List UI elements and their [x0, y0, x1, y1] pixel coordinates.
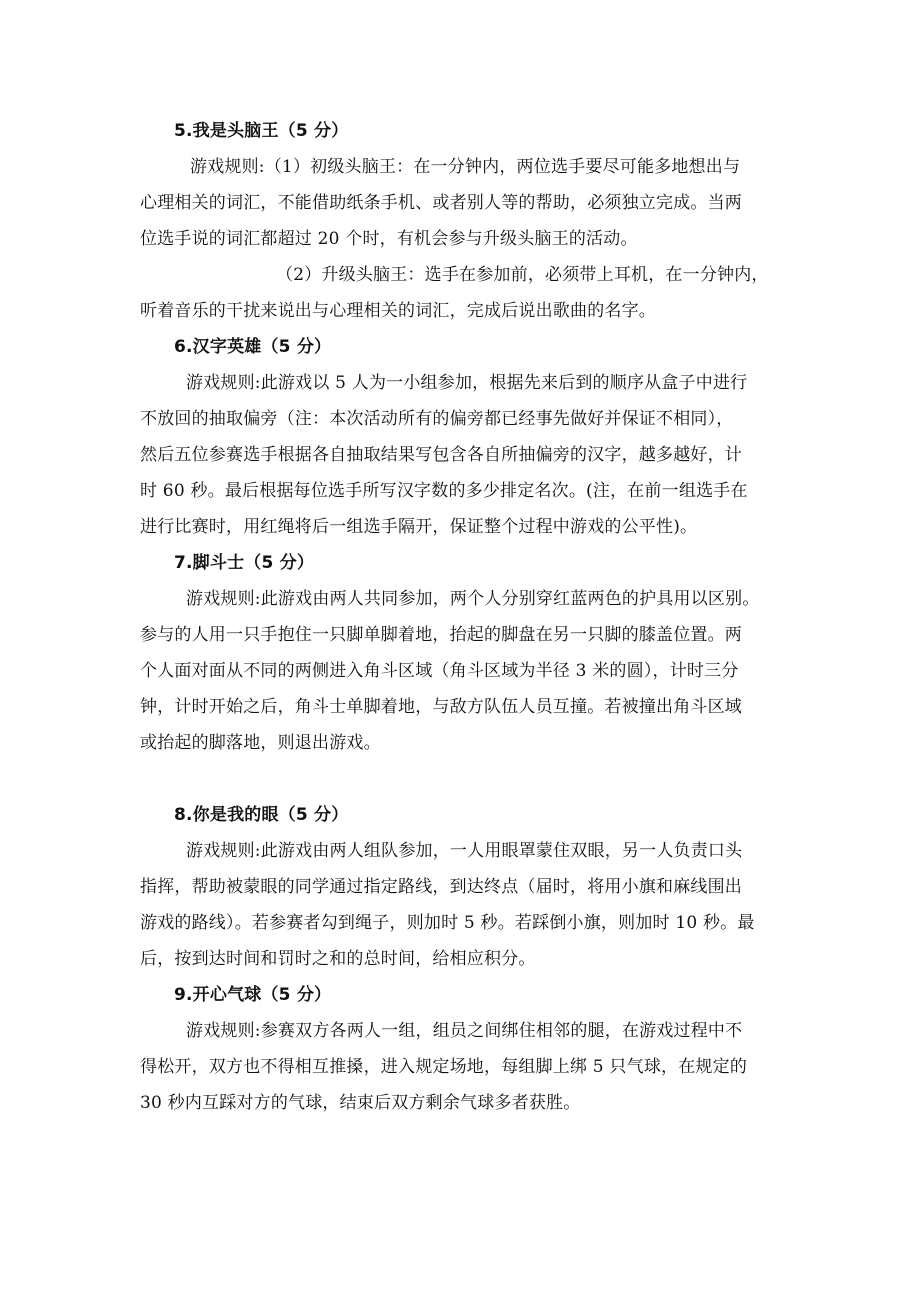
- section-9-heading: 9.开心气球（5 分）: [174, 985, 332, 1005]
- section-7-line-4: 钟，计时开始之后，角斗士单脚着地，与敌方队伍人员互撞。若被撞出角斗区域: [140, 697, 742, 717]
- section-5-line-2: 心理相关的词汇，不能借助纸条手机、或者别人等的帮助，必须独立完成。当两: [140, 193, 742, 213]
- section-6-line-2: 不放回的抽取偏旁（注：本次活动所有的偏旁都已经事先做好并保证不相同），: [140, 409, 734, 429]
- section-5-line-5: 听着音乐的干扰来说出与心理相关的词汇，完成后说出歌曲的名字。: [140, 301, 656, 321]
- section-7-line-2: 参与的人用一只手抱住一只脚单脚着地，抬起的脚盘在另一只脚的膝盖位置。两: [140, 625, 742, 645]
- section-8-line-1: 游戏规则:此游戏由两人组队参加，一人用眼罩蒙住双眼，另一人负责口头: [186, 841, 743, 861]
- section-8-line-3: 游戏的路线）。若参赛者勾到绳子，则加时 5 秒。若踩倒小旗，则加时 10 秒。最: [140, 913, 755, 933]
- section-9-line-1: 游戏规则:参赛双方各两人一组，组员之间绑住相邻的腿，在游戏过程中不: [186, 1021, 743, 1041]
- section-7-line-5: 或抬起的脚落地，则退出游戏。: [140, 733, 381, 753]
- section-6-line-1: 游戏规则:此游戏以 5 人为一小组参加，根据先来后到的顺序从盒子中进行: [186, 373, 748, 393]
- section-8-heading: 8.你是我的眼（5 分）: [174, 805, 349, 825]
- section-6-heading: 6.汉字英雄（5 分）: [174, 337, 332, 357]
- section-8-line-4: 后，按到达时间和罚时之和的总时间，给相应积分。: [140, 949, 536, 969]
- section-6-line-4: 时 60 秒。最后根据每位选手所写汉字数的多少排定名次。(注，在前一组选手在: [140, 481, 748, 501]
- section-8-line-2: 指挥，帮助被蒙眼的同学通过指定路线，到达终点（届时，将用小旗和麻线围出: [140, 877, 742, 897]
- section-7-heading: 7.脚斗士（5 分）: [174, 553, 315, 573]
- section-6-line-5: 进行比赛时，用红绳将后一组选手隔开，保证整个过程中游戏的公平性)。: [140, 517, 698, 537]
- section-5-line-1: 游戏规则:（1）初级头脑王：在一分钟内，两位选手要尽可能多地想出与: [190, 157, 741, 177]
- section-5-line-4: （2）升级头脑王：选手在参加前，必须带上耳机，在一分钟内，: [276, 265, 769, 285]
- section-5-line-3: 位选手说的词汇都超过 20 个时，有机会参与升级头脑王的活动。: [140, 229, 638, 249]
- section-7-line-3: 个人面对面从不同的两侧进入角斗区域（角斗区域为半径 3 米的圆），计时三分: [140, 661, 739, 681]
- section-9-line-2: 得松开，双方也不得相互推搡，进入规定场地，每组脚上绑 5 只气球，在规定的: [140, 1057, 748, 1077]
- section-9-line-3: 30 秒内互踩对方的气球，结束后双方剩余气球多者获胜。: [140, 1093, 581, 1113]
- section-6-line-3: 然后五位参赛选手根据各自抽取结果写包含各自所抽偏旁的汉字，越多越好，计: [140, 445, 742, 465]
- section-5-heading: 5.我是头脑王（5 分）: [174, 121, 349, 141]
- section-7-line-1: 游戏规则:此游戏由两人共同参加，两个人分别穿红蓝两色的护具用以区别。: [186, 589, 760, 609]
